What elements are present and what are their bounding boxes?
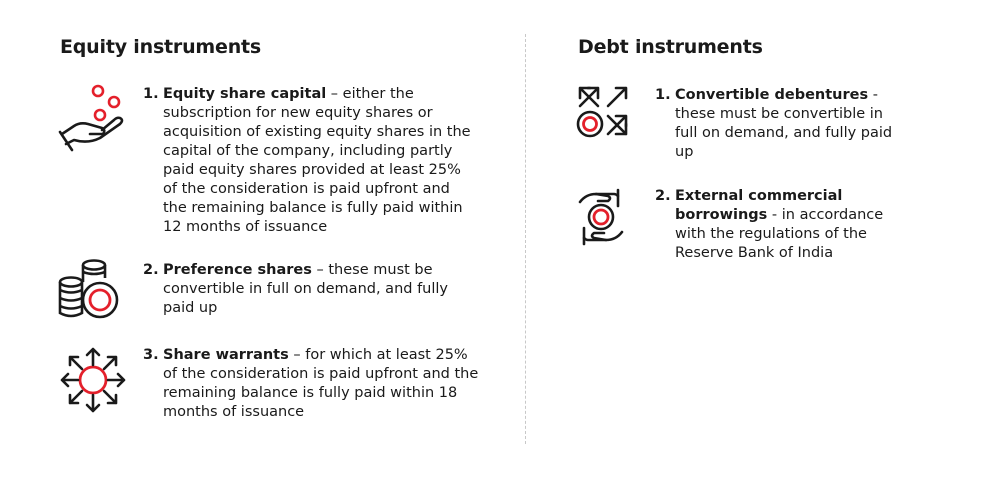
- hand-coins-icon: [58, 82, 128, 158]
- item-text: [163, 346, 483, 422]
- item-text: [163, 261, 475, 318]
- item-number: 1.: [143, 86, 159, 102]
- item-number: 3.: [143, 347, 159, 363]
- equity-section-title: Equity instruments: [60, 36, 262, 58]
- column-divider: [525, 34, 526, 444]
- item-number: 1.: [655, 87, 671, 103]
- item-title: Equity share capital: [163, 86, 327, 102]
- hands-exchange-icon: [576, 188, 626, 246]
- item-number: 2.: [655, 188, 671, 204]
- expand-arrows-icon: [58, 345, 128, 415]
- item-title: External commercial borrowings: [675, 188, 843, 223]
- item-title: Convertible debentures: [675, 87, 869, 103]
- item-text: [163, 85, 475, 237]
- item-number: 2.: [143, 262, 159, 278]
- item-description: - these must be convertible in full on demand, and fully paid up: [675, 87, 893, 160]
- item-title: Preference shares: [163, 262, 312, 278]
- item-description: - in accordance with the regulations of the Reserve Bank of India: [675, 207, 884, 261]
- item-description: – for which at least 25% of the consideration is paid upfront and the remaining balance is fully paid within 18 months of issuance: [163, 347, 479, 420]
- convert-arrows-icon: [576, 84, 630, 138]
- coin-stack-icon: [56, 258, 122, 322]
- item-text: [675, 86, 905, 162]
- item-description: – these must be convertible in full on demand, and fully paid up: [163, 262, 449, 316]
- item-description: – either the subscription for new equity shares or acquisition of existing equity shares in the capital of the company, including partly paid equity shares provided at least 25% of the consideration is paid upfront and the remaining balance is fully paid within 12 months of issuance: [163, 86, 471, 235]
- item-text: [675, 187, 905, 263]
- item-title: Share warrants: [163, 347, 289, 363]
- debt-section-title: Debt instruments: [578, 36, 763, 58]
